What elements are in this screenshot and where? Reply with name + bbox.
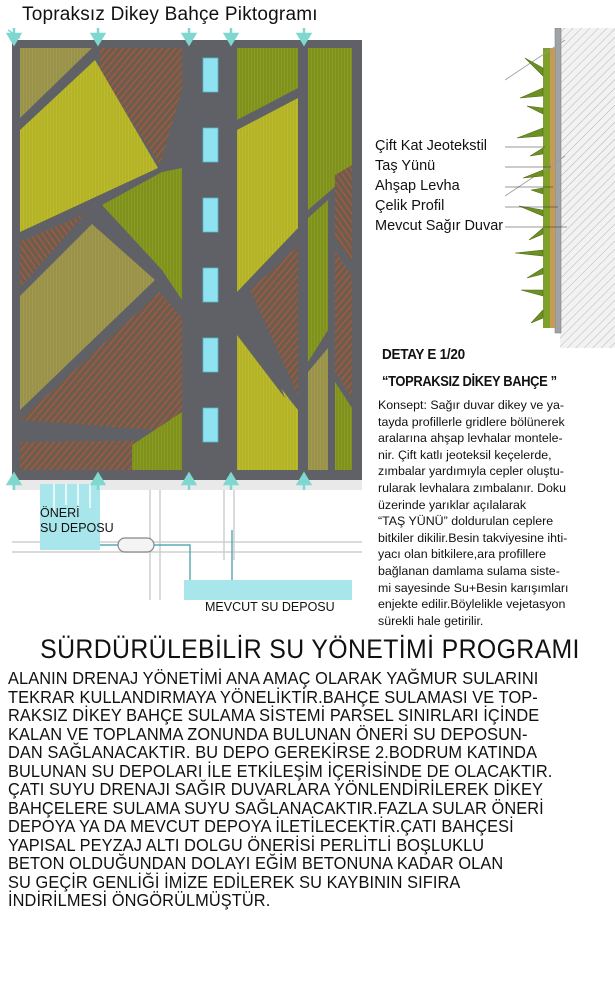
label-geotextile: Çift Kat Jeotekstil	[375, 138, 488, 154]
proposed-tank-label: ÖNERİ SU DEPOSU	[40, 506, 114, 535]
concept-text: Konsept: Sağır duvar dikey ve ya- tayda profillerle gridlere bölünerek aralarına ahşap levhalar montele- nir. Çift katlı jeoteksil keçelerde, zımbalar yardımıyla cepler oluştu- rularak levhalara zımbalanır. Doku üzerinde yarıklar açılalarak “TAŞ YÜNÜ” doldurulan ceplere bitkiler dikilir.Besin takviyesine ihti- yacı olan bitkilere,ara profillere bağlanan damlama sulama siste- mi sayesinde Su+Besin karışımları enjekte edilir.Böylelikle vejetasyon sürekli hale getirilir.	[378, 398, 569, 628]
label-wood-panel: Ahşap Levha	[375, 178, 460, 194]
detail-subtitle: “TOPRAKSIZ DİKEY BAHÇE ”	[382, 373, 557, 390]
label-stone-wool: Taş Yünü	[375, 158, 436, 174]
label-existing-wall: Mevcut Sağır Duvar	[375, 218, 504, 234]
panel-left	[20, 48, 182, 470]
detail-scale-heading: DETAY E 1/20	[382, 346, 465, 363]
wall-section-detail	[505, 28, 615, 348]
center-column	[190, 48, 228, 470]
existing-tank-label: MEVCUT SU DEPOSU	[205, 600, 335, 614]
label-steel-profile: Çelik Profil	[375, 198, 445, 214]
program-body: ALANIN DRENAJ YÖNETİMİ ANA AMAÇ OLARAK YAĞMUR SULARINI TEKRAR KULLANDIRMAYA YÖNELİKTİR.BAHÇE SULAMASI VE TOP- RAKSIZ DİKEY BAHÇE SULAMA SİSTEMİ PARSEL SINIRLARI İÇİNDE KALAN VE TOPLANMA ZONUNDA BULUNAN ÖNERİ SU DEPOSUN- DAN SAĞLANACAKTIR. BU DEPO GEREKİRSE 2.BODRUM KATINDA BULUNAN SU DEPOLARI İLE ETKİLEŞİM İÇERİSİNDE DE OLACAKTIR. ÇATI SUYU DRENAJI SAĞIR DUVARLARA YÖNLENDİRİLEREK DİKEY BAHÇELERE SULAMA SUYU SAĞLANACAKTIR.FAZLA SULAR ÖNERİ DEPOYA YA DA MEVCUT DEPOYA İLETİLECEKTİR.ÇATI BAHÇESİ YAPISAL PEYZAJ ALTI DOLGU ÖNERİSİ PERLİTLİ BOŞLUKLU BETON OLDUĞUNDAN DOLAYI EĞİM BETONUNA KADAR OLAN SU GEÇİR GENLİĞİ İMİZE EDİLEREK SU KAYBININ SIFIRA İNDİRİLMESİ ÖNGÖRÜLMÜŞTÜR.	[8, 668, 553, 910]
program-heading: SÜRDÜRÜLEBİLİR SU YÖNETİMİ PROGRAMI	[40, 634, 580, 664]
pictogram-title: Topraksız Dikey Bahçe Piktogramı	[22, 4, 318, 25]
existing-tank	[184, 580, 352, 600]
